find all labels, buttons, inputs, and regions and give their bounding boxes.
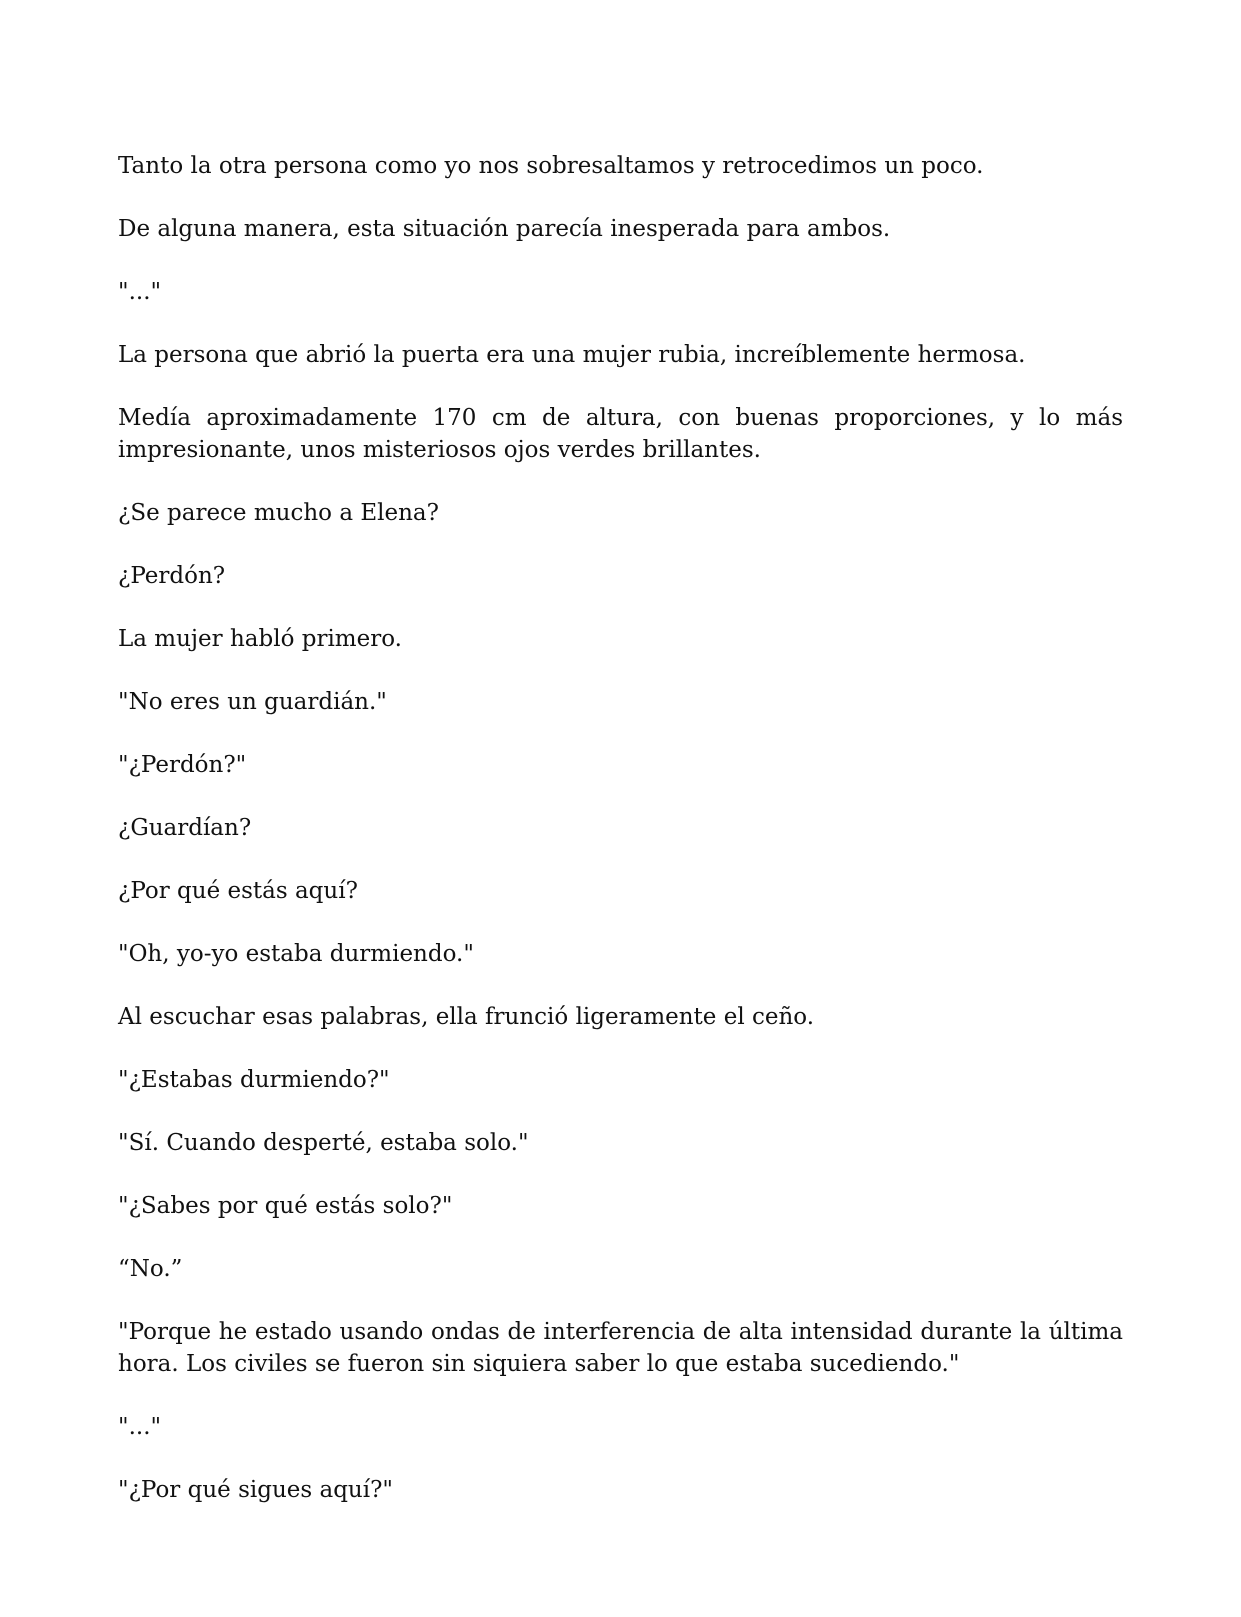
- paragraph: "¿Por qué sigues aquí?": [118, 1477, 394, 1503]
- paragraph: Al escuchar esas palabras, ella frunció ligeramente el ceño.: [118, 1004, 815, 1030]
- paragraph: “No.”: [118, 1256, 183, 1282]
- paragraph: "Porque he estado usando ondas de interferencia de alta intensidad durante la última hora. Los civiles se fueron sin siquiera saber lo que estaba sucediendo.": [118, 1319, 1123, 1377]
- paragraph: La mujer habló primero.: [118, 626, 402, 652]
- paragraph: "No eres un guardián.": [118, 689, 387, 715]
- document-body: [118, 150, 1123, 1537]
- paragraph: ¿Se parece mucho a Elena?: [118, 500, 439, 526]
- paragraph: "...": [118, 1414, 162, 1440]
- paragraph: ¿Perdón?: [118, 563, 226, 589]
- paragraph: "¿Sabes por qué estás solo?": [118, 1193, 453, 1219]
- paragraph: "¿Perdón?": [118, 752, 247, 778]
- paragraph: "Oh, yo-yo estaba durmiendo.": [118, 941, 474, 967]
- paragraph: ¿Guardían?: [118, 815, 252, 841]
- paragraph: "¿Estabas durmiendo?": [118, 1067, 390, 1093]
- paragraph: "...": [118, 279, 162, 305]
- paragraph: Medía aproximadamente 170 cm de altura, con buenas proporciones, y lo más impresionante, unos misteriosos ojos verdes brillantes.: [118, 405, 1123, 463]
- paragraph: De alguna manera, esta situación parecía inesperada para ambos.: [118, 216, 891, 242]
- paragraph: La persona que abrió la puerta era una mujer rubia, increíblemente hermosa.: [118, 342, 1026, 368]
- paragraph: Tanto la otra persona como yo nos sobresaltamos y retrocedimos un poco.: [118, 153, 984, 179]
- paragraph: "Sí. Cuando desperté, estaba solo.": [118, 1130, 529, 1156]
- paragraph: ¿Por qué estás aquí?: [118, 878, 358, 904]
